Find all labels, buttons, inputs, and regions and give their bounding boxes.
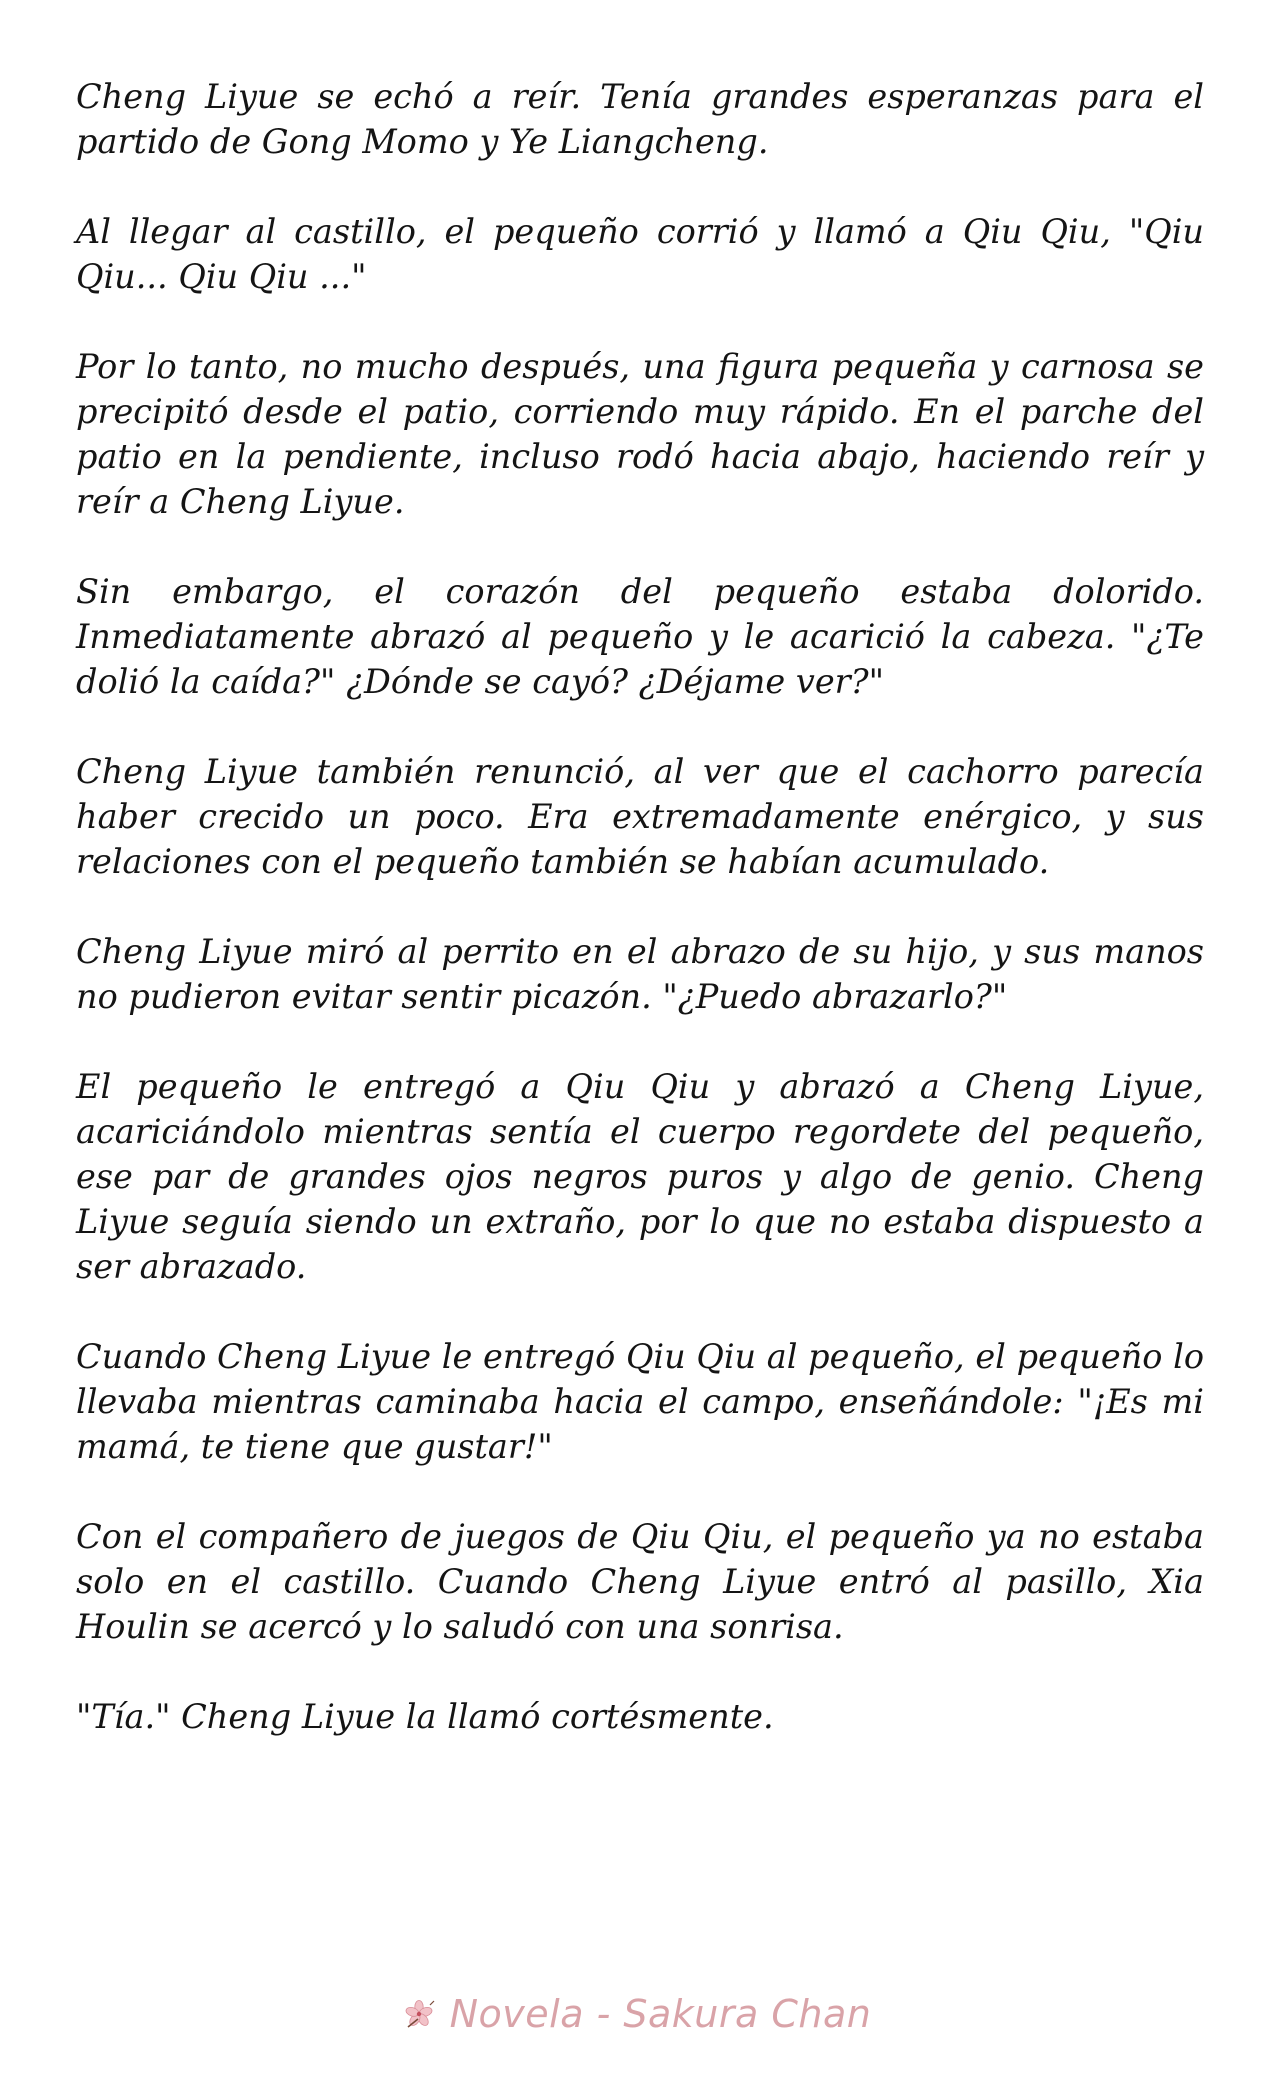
paragraph-6: Cheng Liyue miró al perrito en el abrazo de su hijo, y sus manos no pudieron evitar sentir picazón. "¿Puedo abrazarlo?" — [76, 932, 1204, 1016]
paragraph-3: Por lo tanto, no mucho después, una figura pequeña y carnosa se precipitó desde el patio, corriendo muy rápido. En el parche del patio en la pendiente, incluso rodó hacia abajo, haciendo reír y reír a Cheng Liyue. — [76, 347, 1204, 521]
paragraph-10: "Tía." Cheng Liyue la llamó cortésmente. — [76, 1697, 774, 1736]
document-body — [76, 74, 1204, 1739]
watermark — [0, 1990, 1275, 2038]
paragraph-9: Con el compañero de juegos de Qiu Qiu, el pequeño ya no estaba solo en el castillo. Cuando Cheng Liyue entró al pasillo, Xia Houlin se acercó y lo saludó con una sonrisa. — [76, 1517, 1204, 1646]
paragraph-1: Cheng Liyue se echó a reír. Tenía grandes esperanzas para el partido de Gong Momo y Ye Liangcheng. — [76, 77, 1204, 161]
watermark-text: Novela - Sakura Chan — [449, 1992, 872, 2036]
paragraph-2: Al llegar al castillo, el pequeño corrió y llamó a Qiu Qiu, "Qiu Qiu... Qiu Qiu ..." — [76, 212, 1204, 296]
paragraph-7: El pequeño le entregó a Qiu Qiu y abrazó a Cheng Liyue, acariciándolo mientras sentía el cuerpo regordete del pequeño, ese par de grandes ojos negros puros y algo de genio. Cheng Liyue seguía siendo un extraño, por lo que no estaba dispuesto a ser abrazado. — [76, 1067, 1204, 1286]
paragraph-4: Sin embargo, el corazón del pequeño estaba dolorido. Inmediatamente abrazó al pequeño y le acarició la cabeza. "¿Te dolió la caída?" ¿Dónde se cayó? ¿Déjame ver?" — [76, 572, 1204, 701]
paragraph-5: Cheng Liyue también renunció, al ver que el cachorro parecía haber crecido un poco. Era extremadamente enérgico, y sus relaciones con el pequeño también se habían acumulado. — [76, 752, 1204, 881]
paragraph-8: Cuando Cheng Liyue le entregó Qiu Qiu al pequeño, el pequeño lo llevaba mientras caminaba hacia el campo, enseñándole: "¡Es mi mamá, te tiene que gustar!" — [76, 1337, 1204, 1466]
sakura-flower-icon — [404, 1997, 438, 2031]
